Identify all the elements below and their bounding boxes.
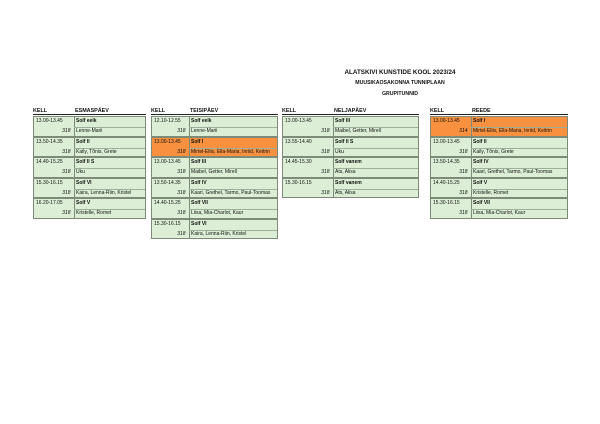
room-number: 318 [177,230,186,237]
lesson-cell [430,198,568,219]
lesson-cell [151,116,278,137]
lesson-cell [151,137,278,158]
student-names: Mirtel-Eliis, Ella-Maria, Inriid, Keitrin [191,148,270,155]
lesson-subject: Solf III [335,118,350,124]
lesson-subject: Solf IV [473,159,489,165]
student-names: Uku [335,148,344,155]
student-names: Kaily, Tõnis, Grete [473,148,514,155]
room-number: 318 [459,148,468,155]
student-names: Lenne-Marii [191,128,218,134]
student-names: Kaira, Lenna-Riin, Kristel [76,189,132,196]
lesson-subject: Solf II [473,138,487,145]
cell-divider [333,148,418,149]
lesson-subject: Solf VII [473,200,490,206]
lesson-subject: Solf II S [335,138,354,145]
day-name: TEISIPÄEV [190,108,219,114]
room-number: 318 [177,128,186,134]
lesson-subject: Solf VI [76,179,92,186]
group-lessons-subtitle: GRUPITUNNID [381,91,419,97]
student-names: Liisa, Mia-Charlot, Kaur [473,210,526,216]
student-names: Liisa, Mia-Charlot, Kaur [191,210,244,216]
lesson-cell [282,157,419,178]
lesson-time: 15.30-16.15 [285,179,312,186]
lesson-subject: Solf vanem [335,159,362,165]
day-header [151,108,278,115]
day-name: ESMASPÄEV [75,108,109,114]
day-header [33,108,146,115]
lesson-time: 14.40-15.25 [154,200,181,206]
lesson-time: 13.00-13.45 [433,138,460,145]
day-name: REEDE [472,108,491,114]
room-number: 318 [177,189,186,196]
lesson-cell [151,178,278,199]
room-number: 318 [321,169,330,175]
lesson-time: 16.20-17.05 [36,200,63,206]
lesson-subject: Solf I [191,138,204,145]
lesson-time: 14.40-15.25 [36,159,63,165]
student-names: Kaari, Grethel, Tarmo, Paul-Toomas [473,169,553,175]
day-name: NELJAPÄEV [334,108,367,114]
lesson-subject: Solf II S [76,159,95,165]
student-names: Maibel, Getter, Mirell [335,128,381,134]
lesson-subject: Solf vanem [335,179,362,186]
time-column-header: KELL [282,108,297,114]
room-number: 318 [177,169,186,175]
student-names: Uku [76,169,85,175]
lesson-cell [282,137,419,158]
lesson-time: 15.30-16.15 [36,179,63,186]
lesson-cell [282,178,419,199]
room-number: 318 [177,148,186,155]
lesson-subject: Solf V [76,200,91,206]
student-names: Kristelle, Romet [473,189,509,196]
lesson-time: 13.00-13.45 [154,138,181,145]
room-number: 318 [321,148,330,155]
room-number: 318 [459,210,468,216]
lesson-time: 13.00-13.45 [433,118,460,124]
lesson-time: 13.50-14.35 [154,179,181,186]
lesson-time: 13.00-13.45 [285,118,312,124]
student-names: Maibel, Getter, Mirell [191,169,237,175]
lesson-cell [33,157,146,178]
lesson-cell [430,116,568,137]
lesson-cell [430,178,568,199]
lesson-subject: Solf VI [191,220,207,227]
lesson-subject: Solf V [473,179,488,186]
student-names: Ats, Alisa [335,189,356,196]
student-names: Lenne-Marii [76,128,103,134]
time-column-header: KELL [33,108,48,114]
room-number: 318 [62,189,71,196]
time-column-header: KELL [151,108,166,114]
lesson-subject: Solf III [191,159,206,165]
lesson-time: 12.10-12.55 [154,118,181,124]
lesson-subject: Solf VII [191,200,208,206]
lesson-cell [33,116,146,137]
lesson-subject: Solf II [76,138,90,145]
room-number: 318 [62,148,71,155]
room-number: 318 [62,210,71,216]
lesson-subject: Solf eelk [76,118,97,124]
lesson-time: 13.00-13.45 [36,118,63,124]
lesson-time: 13.50-14.35 [433,159,460,165]
room-number: 318 [321,189,330,196]
school-title: ALATSKIVI KUNSTIDE KOOL 2023/24 [344,69,456,76]
room-number: 318 [459,189,468,196]
lesson-time: 13.00-13.45 [154,159,181,165]
room-number: 314 [459,128,468,134]
student-names: Kaari, Grethel, Tarmo, Paul-Toomas [191,189,271,196]
lesson-time: 15.30-16.15 [433,200,460,206]
day-header [430,108,568,115]
lesson-time: 13.55-14.40 [285,138,312,145]
student-names: Kaily, Tõnis, Grete [76,148,117,155]
lesson-cell [282,116,419,137]
lesson-subject: Solf eelk [191,118,212,124]
room-number: 318 [62,169,71,175]
lesson-cell [430,137,568,158]
time-column-header: KELL [430,108,445,114]
lesson-subject: Solf IV [191,179,207,186]
student-names: Ats, Alisa [335,169,356,175]
room-number: 318 [459,169,468,175]
room-number: 318 [62,128,71,134]
lesson-time: 15.30-16.15 [154,220,181,227]
lesson-cell [151,157,278,178]
lesson-cell [33,198,146,219]
room-number: 318 [321,128,330,134]
lesson-cell [151,198,278,219]
lesson-cell [33,178,146,199]
lesson-time: 14.40-15.25 [433,179,460,186]
lesson-time: 14.45-15.30 [285,159,312,165]
lesson-subject: Solf I [473,118,486,124]
lesson-cell [33,137,146,158]
student-names: Kaira, Lenna-Riin, Kristel [191,230,247,237]
department-title: MUUSIKAOSAKONNA TUNNIPLAAN [355,80,445,86]
lesson-cell [430,157,568,178]
student-names: Kristelle, Romet [76,210,112,216]
lesson-time: 13.50-14.35 [36,138,63,145]
lesson-cell [151,219,278,240]
day-header [282,108,419,115]
student-names: Mirtel-Eliis, Ella-Maria, Inriid, Keitrin [473,128,552,134]
room-number: 318 [177,210,186,216]
